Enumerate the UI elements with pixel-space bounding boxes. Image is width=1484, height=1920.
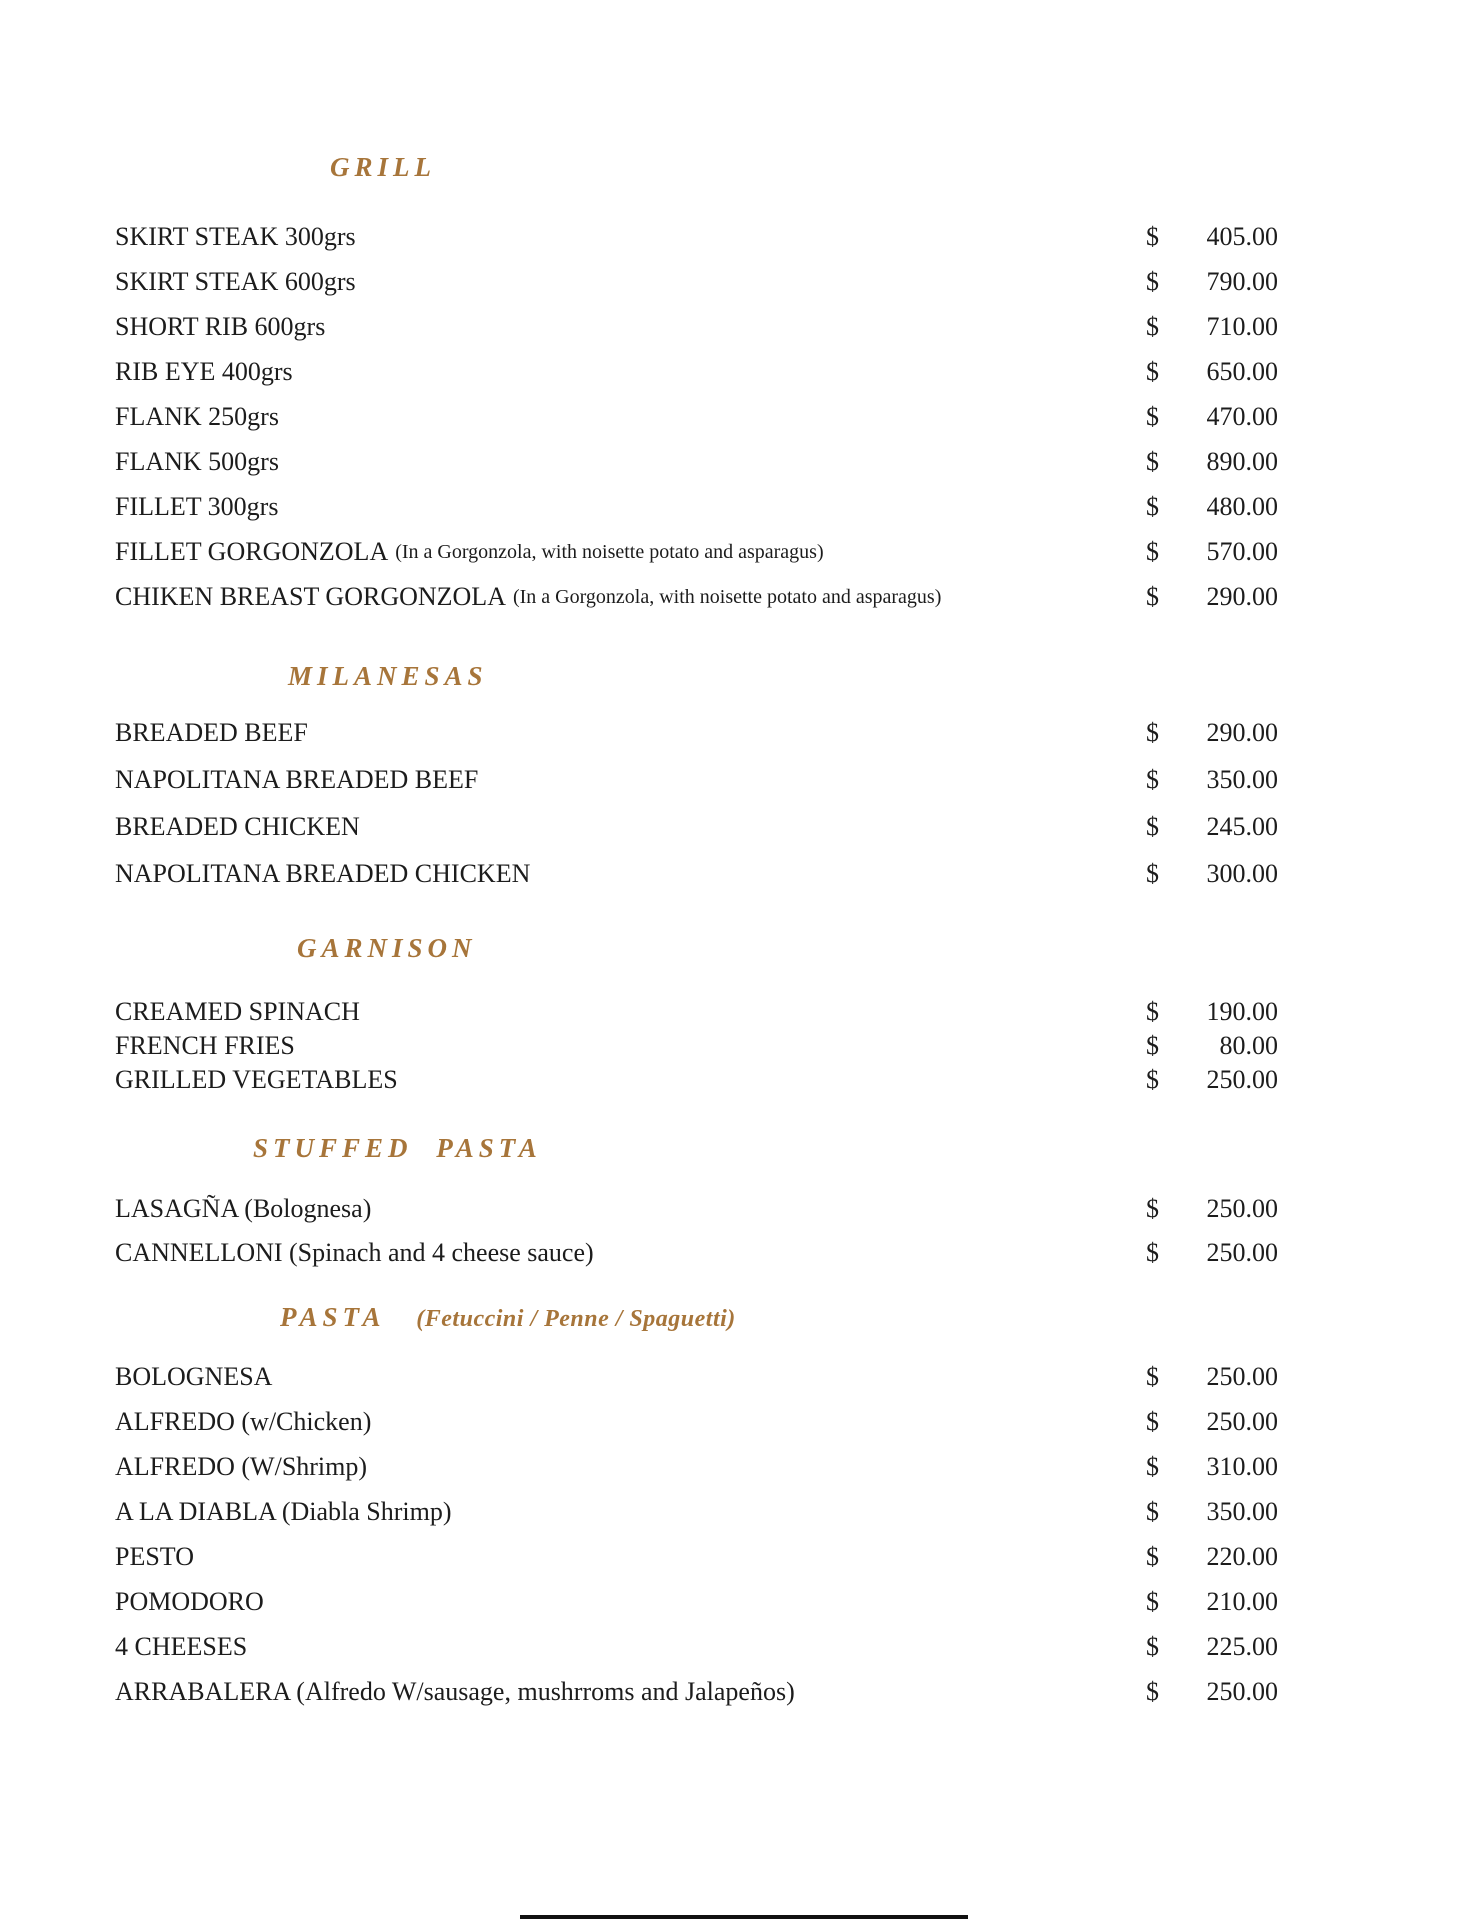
item-price: 790.00 (1206, 266, 1278, 296)
item-price: 290.00 (1206, 581, 1278, 611)
currency-symbol: $ (1146, 221, 1159, 251)
item-price: 250.00 (1206, 1194, 1278, 1223)
section-title: STUFFED PASTA (253, 1133, 542, 1163)
currency-symbol: $ (1146, 1676, 1159, 1706)
item-name: ALFREDO (W/Shrimp) (115, 1451, 368, 1481)
item-price: 220.00 (1206, 1541, 1278, 1571)
item-name: BREADED CHICKEN (115, 811, 360, 841)
item-name: BREADED BEEF (115, 717, 308, 747)
item-price: 190.00 (1206, 997, 1278, 1026)
section-heading (330, 150, 1484, 184)
item-note: (In a Gorgonzola, with noisette potato and asparagus) (395, 541, 824, 563)
item-name: GRILLED VEGETABLES (115, 1065, 398, 1094)
item-price: 210.00 (1206, 1586, 1278, 1616)
menu-item-row (115, 484, 1278, 529)
menu-item-row (115, 529, 1278, 574)
item-price: 80.00 (1219, 1031, 1278, 1060)
item-price: 890.00 (1206, 446, 1278, 476)
menu-item-row (115, 1063, 1278, 1097)
currency-symbol: $ (1146, 1451, 1159, 1481)
currency-symbol: $ (1146, 1238, 1159, 1267)
menu-section (0, 659, 1484, 897)
currency-symbol: $ (1146, 811, 1159, 841)
item-name: CREAMED SPINACH (115, 997, 360, 1026)
menu-item-row (115, 1624, 1278, 1669)
section-title: MILANESAS (288, 661, 488, 691)
item-name: A LA DIABLA (Diabla Shrimp) (115, 1496, 452, 1526)
item-name: FLANK 500grs (115, 446, 279, 476)
currency-symbol: $ (1146, 1541, 1159, 1571)
item-name: FLANK 250grs (115, 401, 279, 431)
currency-symbol: $ (1146, 536, 1159, 566)
currency-symbol: $ (1146, 1406, 1159, 1436)
currency-symbol: $ (1146, 446, 1159, 476)
currency-symbol: $ (1146, 356, 1159, 386)
menu-item-row (115, 709, 1278, 756)
currency-symbol: $ (1146, 1031, 1159, 1060)
menu-item-row (115, 1231, 1278, 1275)
item-price: 225.00 (1206, 1631, 1278, 1661)
menu-item-row (115, 1399, 1278, 1444)
item-name: PESTO (115, 1541, 194, 1571)
menu-item-row (115, 803, 1278, 850)
item-name: CHIKEN BREAST GORGONZOLA (115, 581, 506, 611)
menu-item-row (115, 259, 1278, 304)
currency-symbol: $ (1146, 581, 1159, 611)
item-price: 570.00 (1206, 536, 1278, 566)
menu-item-row (115, 574, 1278, 619)
currency-symbol: $ (1146, 764, 1159, 794)
item-name: SHORT RIB 600grs (115, 311, 326, 341)
currency-symbol: $ (1146, 717, 1159, 747)
menu-section (0, 931, 1484, 1097)
section-title: GARNISON (297, 933, 477, 963)
item-price: 250.00 (1206, 1238, 1278, 1267)
currency-symbol: $ (1146, 401, 1159, 431)
currency-symbol: $ (1146, 1065, 1159, 1094)
section-heading (288, 659, 1484, 693)
currency-symbol: $ (1146, 997, 1159, 1026)
menu-item-row (115, 1489, 1278, 1534)
section-title: GRILL (330, 152, 436, 182)
menu-item-row (115, 304, 1278, 349)
item-price: 300.00 (1206, 858, 1278, 888)
menu-item-row (115, 995, 1278, 1029)
item-name: FILLET GORGONZOLA (115, 536, 389, 566)
item-name: FRENCH FRIES (115, 1031, 295, 1060)
menu-item-row (115, 850, 1278, 897)
currency-symbol: $ (1146, 1631, 1159, 1661)
item-price: 290.00 (1206, 717, 1278, 747)
item-price: 250.00 (1206, 1406, 1278, 1436)
menu-item-row (115, 394, 1278, 439)
currency-symbol: $ (1146, 1361, 1159, 1391)
menu-item-row (115, 1534, 1278, 1579)
item-price: 250.00 (1206, 1361, 1278, 1391)
item-price: 405.00 (1206, 221, 1278, 251)
item-name: FILLET 300grs (115, 491, 279, 521)
section-subtitle: (Fetuccini / Penne / Spaguetti) (416, 1306, 736, 1332)
item-name: POMODORO (115, 1586, 264, 1616)
menu-item-row (115, 439, 1278, 484)
item-name: NAPOLITANA BREADED CHICKEN (115, 858, 531, 888)
item-price: 350.00 (1206, 764, 1278, 794)
menu-section (0, 1300, 1484, 1714)
item-price: 650.00 (1206, 356, 1278, 386)
item-price: 350.00 (1206, 1496, 1278, 1526)
item-price: 310.00 (1206, 1451, 1278, 1481)
section-rows (115, 214, 1278, 619)
menu-item-row (115, 1354, 1278, 1399)
section-rows (115, 1354, 1278, 1714)
menu-item-row (115, 214, 1278, 259)
item-name: RIB EYE 400grs (115, 356, 293, 386)
currency-symbol: $ (1146, 1194, 1159, 1223)
item-name: CANNELLONI (Spinach and 4 cheese sauce) (115, 1238, 594, 1267)
menu-item-row (115, 1669, 1278, 1714)
item-name: LASAGÑA (Bolognesa) (115, 1194, 372, 1223)
item-name: BOLOGNESA (115, 1361, 273, 1391)
currency-symbol: $ (1146, 491, 1159, 521)
item-note: (In a Gorgonzola, with noisette potato and asparagus) (512, 586, 942, 608)
section-heading (280, 1300, 1484, 1336)
item-price: 480.00 (1206, 491, 1278, 521)
item-price: 710.00 (1206, 311, 1278, 341)
item-name: ALFREDO (w/Chicken) (115, 1406, 372, 1436)
menu-item-row (115, 1444, 1278, 1489)
section-rows (115, 709, 1278, 897)
section-rows (115, 1187, 1278, 1275)
currency-symbol: $ (1146, 1496, 1159, 1526)
menu-item-row (115, 756, 1278, 803)
currency-symbol: $ (1146, 1586, 1159, 1616)
menu-sections (0, 150, 1484, 1714)
menu-item-row (115, 349, 1278, 394)
item-price: 470.00 (1206, 401, 1278, 431)
item-name: ARRABALERA (Alfredo W/sausage, mushrroms and Jalapeños) (115, 1676, 795, 1706)
menu-section (0, 1131, 1484, 1275)
item-name: NAPOLITANA BREADED BEEF (115, 764, 479, 794)
item-name: SKIRT STEAK 300grs (115, 221, 356, 251)
section-rows (115, 995, 1278, 1097)
item-price: 250.00 (1206, 1676, 1278, 1706)
item-price: 250.00 (1206, 1065, 1278, 1094)
currency-symbol: $ (1146, 311, 1159, 341)
section-heading (297, 931, 1484, 965)
section-heading (253, 1131, 1484, 1165)
menu-item-row (115, 1187, 1278, 1231)
item-price: 245.00 (1206, 811, 1278, 841)
item-name: 4 CHEESES (115, 1631, 248, 1661)
currency-symbol: $ (1146, 858, 1159, 888)
menu-item-row (115, 1029, 1278, 1063)
currency-symbol: $ (1146, 266, 1159, 296)
cutoff-line (520, 1915, 968, 1919)
menu-section (0, 150, 1484, 619)
menu-item-row (115, 1579, 1278, 1624)
section-title: PASTA (280, 1302, 386, 1332)
item-name: SKIRT STEAK 600grs (115, 266, 356, 296)
